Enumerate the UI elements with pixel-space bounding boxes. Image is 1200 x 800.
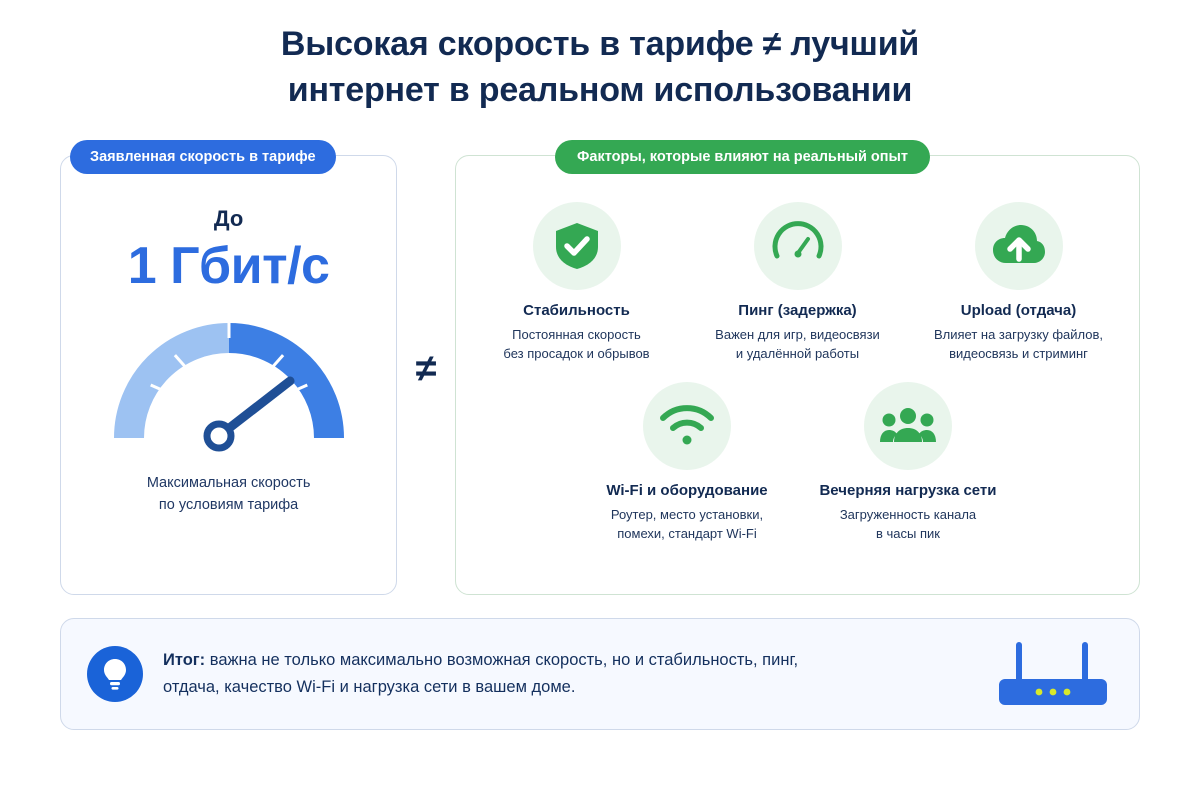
page-title-line-1: Высокая скорость в тарифе ≠ лучший <box>280 25 920 63</box>
declared-speed-caption <box>81 472 376 517</box>
page-title-line-2: интернет в реальном использовании <box>287 70 913 109</box>
factor-desc-line-1: Влияет на загрузку файлов, <box>933 326 1104 342</box>
declared-speed-card <box>60 155 397 595</box>
shield-check-icon <box>553 221 601 271</box>
real-factors-column <box>455 140 1140 595</box>
factor-desc-line-2: в часы пик <box>876 526 940 542</box>
factor-icon-wrap <box>643 382 731 470</box>
factor-evening-load <box>806 376 1011 550</box>
summary-line-1 <box>163 647 798 673</box>
summary-text-line-2: отдача, качество Wi-Fi и нагрузка сети в вашем доме. <box>163 677 576 696</box>
declared-speed-badge: Заявленная скорость в тарифе <box>70 140 336 174</box>
router-illustration <box>993 631 1113 716</box>
factor-icon-wrap <box>533 202 621 290</box>
declared-speed-column <box>60 140 397 595</box>
lightbulb-badge <box>87 646 143 702</box>
declared-speed-caption-line-2: по условиям тарифа <box>158 497 299 514</box>
factor-desc <box>810 505 1007 544</box>
factor-title: Wi-Fi и оборудование <box>606 481 768 499</box>
factor-desc-line-2: и удалённой работы <box>735 346 860 362</box>
factor-desc <box>589 505 786 544</box>
factor-desc <box>920 325 1117 364</box>
summary-text <box>163 647 798 700</box>
factor-desc-line-2: без просадок и обрывов <box>503 346 650 362</box>
factor-wifi <box>585 376 790 550</box>
page-title <box>0 0 1200 114</box>
real-factors-card <box>455 155 1140 595</box>
router-icon <box>993 631 1113 711</box>
factor-icon-wrap <box>864 382 952 470</box>
factor-title: Пинг (задержка) <box>738 301 857 319</box>
users-group-icon <box>880 406 936 446</box>
cloud-upload-icon <box>992 223 1046 269</box>
summary-label: Итог: <box>163 651 206 670</box>
summary-footer <box>60 618 1140 730</box>
speed-value: 1 Гбит/с <box>127 236 330 295</box>
real-factors-badge: Факторы, которые влияют на реальный опыт <box>555 140 930 174</box>
factor-desc-line-1: Важен для игр, видеосвязи <box>715 326 880 342</box>
factor-stability <box>474 196 679 370</box>
factor-desc-line-2: помехи, стандарт Wi-Fi <box>617 526 757 542</box>
factor-title: Стабильность <box>523 301 630 319</box>
factor-upload <box>916 196 1121 370</box>
main-columns <box>0 114 1200 600</box>
factor-desc-line-1: Роутер, место установки, <box>610 506 764 522</box>
factor-title: Upload (отдача) <box>960 301 1077 319</box>
speedometer-gauge-icon <box>109 308 349 458</box>
wifi-icon <box>660 405 714 447</box>
lightbulb-icon <box>101 658 129 690</box>
factor-desc <box>478 325 675 364</box>
declared-speed-caption-line-1: Максимальная скорость <box>146 474 311 491</box>
factor-title: Вечерняя нагрузка сети <box>819 481 997 499</box>
factor-desc-line-2: видеосвязь и стриминг <box>949 346 1088 362</box>
summary-text-line-1: важна не только максимально возможная скорость, но и стабильность, пинг, <box>205 651 799 670</box>
factor-ping <box>695 196 900 370</box>
factor-desc <box>699 325 896 364</box>
factor-icon-wrap <box>754 202 842 290</box>
factor-desc-line-1: Загруженность канала <box>839 506 977 522</box>
factor-row-top <box>474 196 1121 370</box>
speed-prefix-label: До <box>213 205 244 231</box>
factor-icon-wrap <box>975 202 1063 290</box>
factor-desc-line-1: Постоянная скорость <box>512 326 641 342</box>
not-equal-sign: ≠ <box>415 348 437 391</box>
factor-row-bottom <box>474 376 1121 550</box>
gauge <box>81 308 376 458</box>
speedometer-icon <box>772 220 824 272</box>
